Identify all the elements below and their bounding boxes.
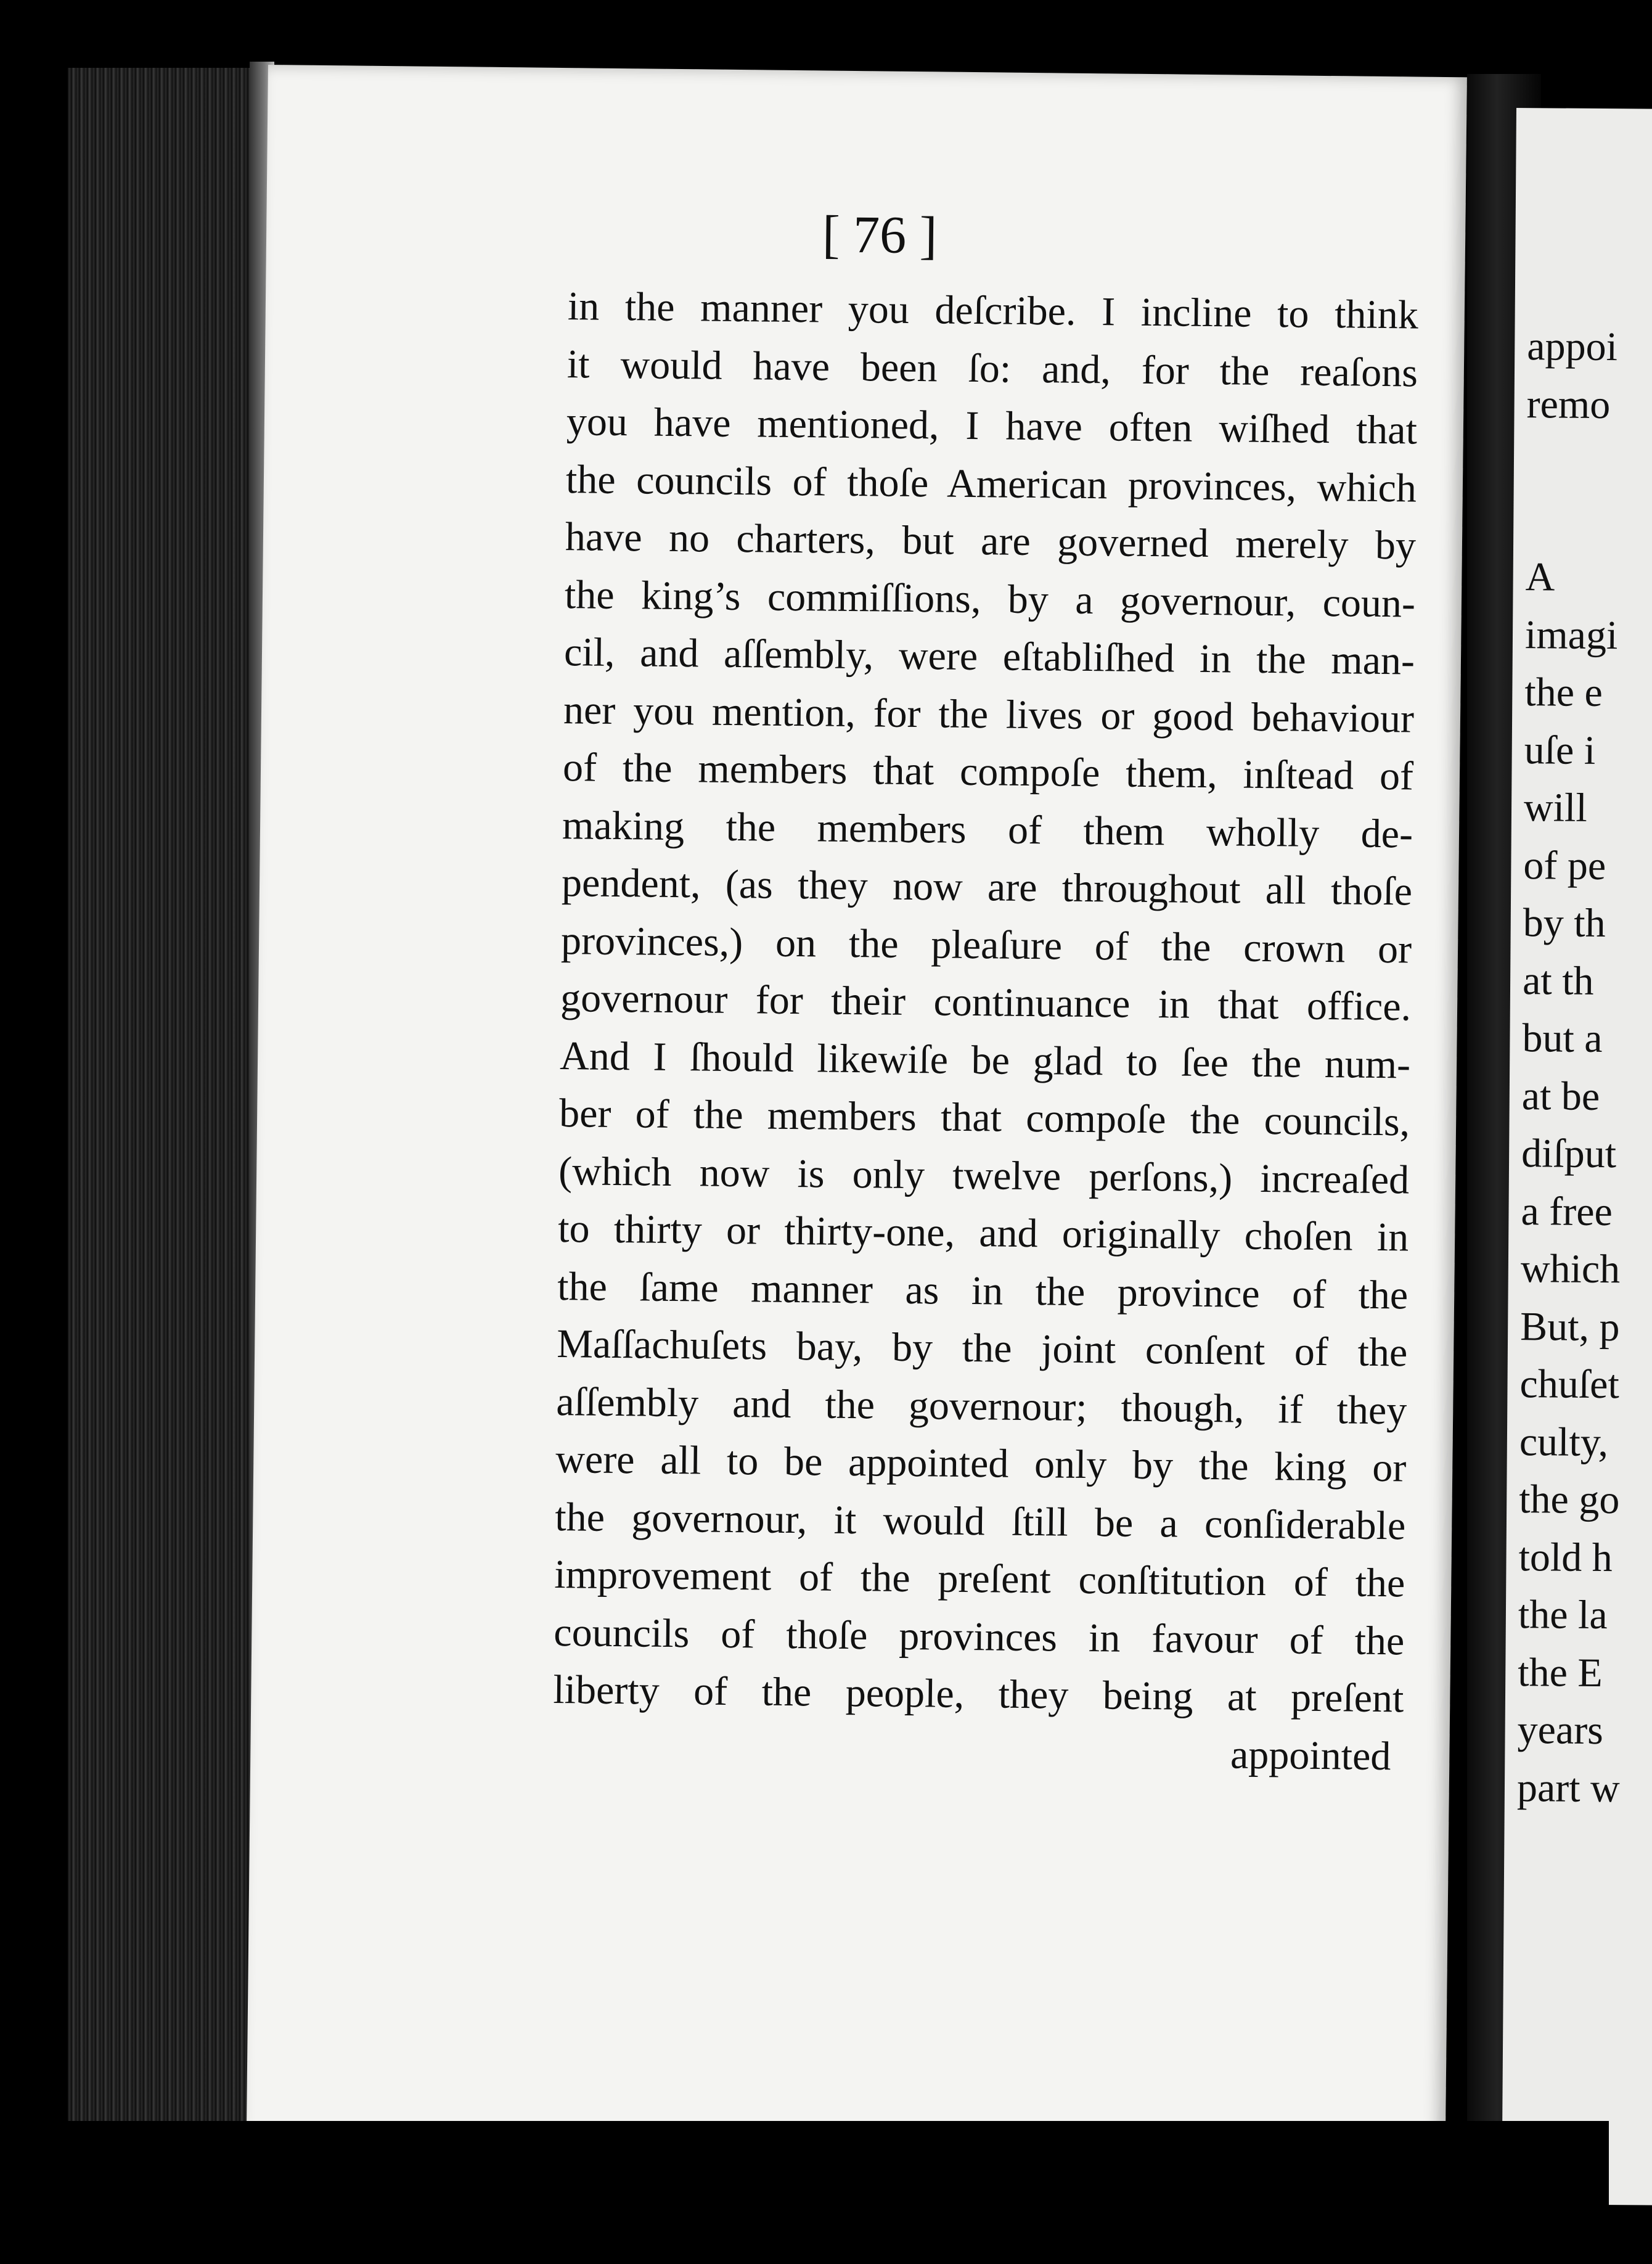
text-line: you have mentioned, I have often wiſhed that: [566, 399, 1418, 453]
next-page-line: part w: [1516, 1765, 1621, 1811]
text-line: Maſſachuſets bay, by the joint conſent of the: [556, 1321, 1408, 1376]
next-page-line: diſput: [1521, 1131, 1617, 1177]
next-page-text: [1517, 318, 1630, 1817]
text-line: improvement of the preſent conſtitution of the: [554, 1551, 1405, 1606]
next-page-line: of pe: [1523, 842, 1606, 888]
text-line: the king’s commiſſions, by a governour, coun-: [564, 572, 1416, 626]
text-line: governour for their continuance in that office.: [560, 975, 1412, 1030]
next-page-line: the e: [1524, 670, 1603, 715]
next-page-line: culty,: [1519, 1419, 1609, 1465]
page-number: [ 76 ]: [822, 204, 938, 265]
text-line: the governour, it would ſtill be a conſiderable: [554, 1494, 1406, 1548]
text-line: pendent, (as they now are throughout all thoſe: [561, 860, 1413, 914]
next-page-edge: [1502, 108, 1652, 2205]
text-line: of the members that compoſe them, inſtead of: [562, 745, 1414, 799]
text-line: making the members of them wholly de-: [562, 802, 1413, 857]
body-text: [552, 277, 1418, 1785]
text-line: it would have been ſo: and, for the reaſons: [566, 341, 1418, 396]
next-page-line: by th: [1523, 900, 1606, 946]
blank-space: [1526, 433, 1629, 549]
next-page-line: at be: [1521, 1073, 1600, 1119]
next-page-line: but a: [1522, 1015, 1603, 1062]
next-page-line: a free: [1521, 1188, 1613, 1234]
text-line: have no charters, but are governed merely by: [565, 514, 1417, 568]
book-page: [247, 65, 1467, 2158]
next-page-line: uſe i: [1524, 727, 1596, 773]
catchword: appointed: [1230, 1732, 1391, 1779]
next-page-line: A: [1525, 554, 1555, 600]
text-line: aſſembly and the governour; though, if they: [555, 1379, 1407, 1433]
text-line: councils of thoſe provinces in favour of the: [554, 1609, 1405, 1663]
next-page-line: chuſet: [1519, 1361, 1620, 1408]
next-page-line: imagi: [1524, 612, 1618, 658]
next-page-line: appoi: [1527, 324, 1618, 370]
next-page-line: which: [1520, 1246, 1621, 1292]
text-line: in the manner you deſcribe. I incline to think: [567, 284, 1419, 338]
book-spine: [68, 68, 265, 2139]
text-line: ber of the members that compoſe the councils,: [558, 1091, 1410, 1145]
next-page-line: will: [1523, 785, 1588, 831]
text-line: And I ſhould likewiſe be glad to ſee the num-: [559, 1033, 1411, 1087]
text-line: cil, and aſſembly, were eſtabliſhed in the man-: [563, 630, 1415, 684]
next-page-line: years: [1517, 1707, 1604, 1753]
text-line: (which now is only twelve perſons,) increaſed: [558, 1148, 1410, 1202]
next-page-line: the go: [1518, 1477, 1620, 1523]
text-line: the councils of thoſe American provinces, which: [565, 456, 1417, 511]
text-line: provinces,) on the pleaſure of the crown or: [560, 917, 1412, 972]
scan-border: [68, 2121, 1609, 2264]
text-line: to thirty or thirty-one, and originally choſen in: [557, 1206, 1409, 1260]
next-page-line: remo: [1526, 381, 1611, 427]
next-page-line: the la: [1518, 1592, 1608, 1638]
text-line: liberty of the people, they being at preſent: [553, 1667, 1404, 1721]
next-page-line: But, p: [1519, 1303, 1620, 1350]
text-line: ner you mention, for the lives or good behaviour: [563, 687, 1415, 742]
text-line: were all to be appointed only by the king or: [555, 1437, 1407, 1491]
next-page-line: told h: [1518, 1534, 1613, 1580]
next-page-line: at th: [1522, 958, 1594, 1004]
next-page-line: the E: [1518, 1649, 1603, 1696]
text-line: the ſame manner as in the province of the: [557, 1263, 1409, 1318]
